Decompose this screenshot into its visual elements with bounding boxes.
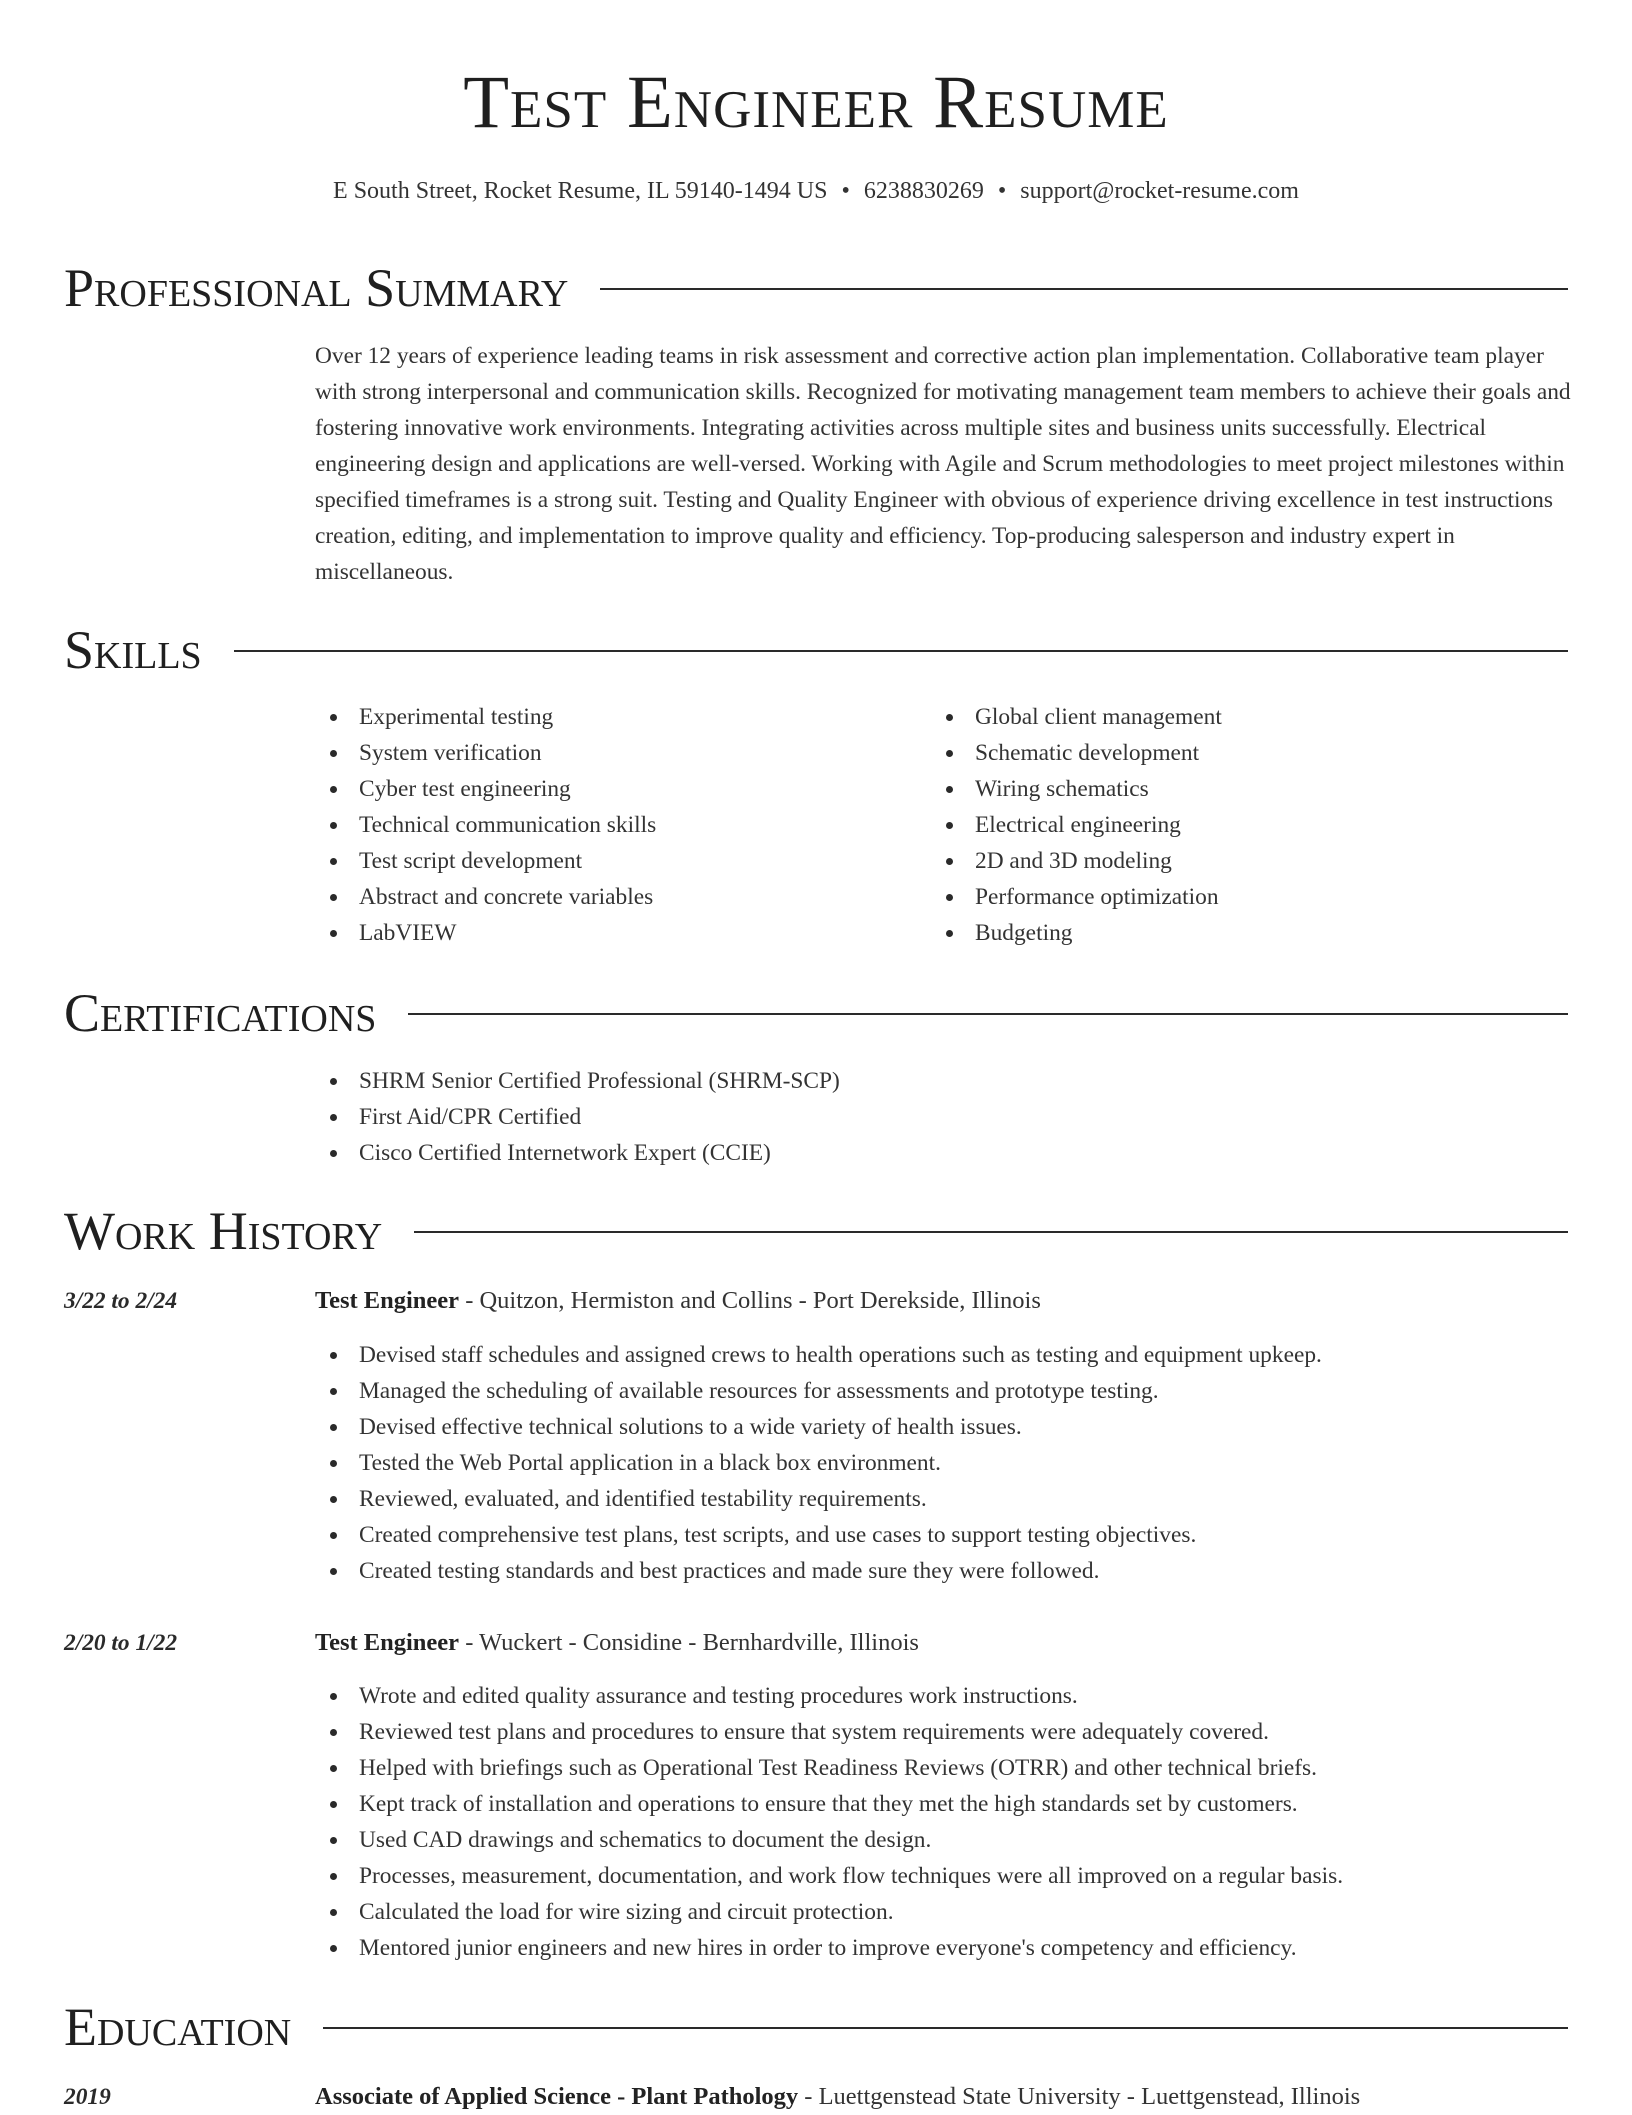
job-bullet: Kept track of installation and operations to ensure that they met the high standards set by customers.: [315, 1786, 1343, 1822]
job-bullet: Managed the scheduling of available resources for assessments and prototype testing.: [315, 1373, 1322, 1409]
job-bullet: Used CAD drawings and schematics to document the design.: [315, 1822, 1343, 1858]
resume-title: Test Engineer Resume: [463, 61, 1169, 144]
job-dates: 2/20 to 1/22: [64, 1630, 178, 1656]
skill-item: Global client management: [931, 699, 1222, 735]
section-skills-header: [64, 615, 1568, 685]
job-bullet: Devised staff schedules and assigned crews to health operations such as testing and equipment upkeep.: [315, 1337, 1322, 1373]
section-divider: [414, 1231, 1568, 1233]
section-title: Skills: [64, 620, 202, 680]
section-divider: [600, 288, 1568, 290]
job-bullet: Created comprehensive test plans, test scripts, and use cases to support testing objectives.: [315, 1517, 1322, 1553]
section-certifications-header: [64, 978, 1568, 1048]
job-heading: [315, 1283, 1041, 1319]
section-education-header: [64, 1992, 1568, 2062]
certification-item: First Aid/CPR Certified: [315, 1099, 840, 1135]
job-bullet: Devised effective technical solutions to a wide variety of health issues.: [315, 1409, 1322, 1445]
skill-item: Technical communication skills: [315, 807, 656, 843]
job-bullet: Tested the Web Portal application in a black box environment.: [315, 1445, 1322, 1481]
skill-item: Wiring schematics: [931, 771, 1222, 807]
job-bullets: [315, 1678, 1343, 1966]
job-dates: 3/22 to 2/24: [64, 1288, 178, 1314]
skill-item: Abstract and concrete variables: [315, 879, 656, 915]
skill-item: Experimental testing: [315, 699, 656, 735]
skill-item: Budgeting: [931, 915, 1222, 951]
education-degree: Associate of Applied Science - Plant Pathology: [315, 2083, 799, 2110]
section-divider: [323, 2027, 1568, 2029]
job-company: - Quitzon, Hermiston and Collins - Port Derekside, Illinois: [459, 1287, 1041, 1314]
job-bullet: Calculated the load for wire sizing and circuit protection.: [315, 1894, 1343, 1930]
section-divider: [234, 650, 1568, 652]
job-bullets: [315, 1337, 1322, 1589]
job-heading: [315, 1625, 919, 1661]
skill-item: LabVIEW: [315, 915, 656, 951]
skill-item: Cyber test engineering: [315, 771, 656, 807]
skill-item: Schematic development: [931, 735, 1222, 771]
education-school: - Luettgenstead State University - Luettgenstead, Illinois: [798, 2083, 1361, 2110]
certification-item: Cisco Certified Internetwork Expert (CCIE): [315, 1135, 840, 1171]
job-bullet: Helped with briefings such as Operational Test Readiness Reviews (OTRR) and other technical briefs.: [315, 1750, 1343, 1786]
section-title: Education: [64, 1997, 292, 2057]
section-title: Professional Summary: [64, 258, 569, 318]
phone: 6238830269: [863, 178, 984, 204]
skill-item: System verification: [315, 735, 656, 771]
skills-list-left: [315, 699, 656, 951]
job-bullet: Reviewed, evaluated, and identified testability requirements.: [315, 1481, 1322, 1517]
job-company: - Wuckert - Considine - Bernhardville, Illinois: [459, 1629, 919, 1656]
job-bullet: Reviewed test plans and procedures to ensure that system requirements were adequately covered.: [315, 1714, 1343, 1750]
certifications-list: [315, 1063, 840, 1171]
address: E South Street, Rocket Resume, IL 59140-1494 US: [333, 178, 828, 204]
job-bullet: Wrote and edited quality assurance and testing procedures work instructions.: [315, 1678, 1343, 1714]
education-year: 2019: [64, 2084, 111, 2110]
education-heading: [315, 2079, 1360, 2115]
contact-line: [0, 176, 1632, 206]
email-link[interactable]: support@rocket-resume.com: [1020, 178, 1299, 204]
job-title: Test Engineer: [315, 1287, 460, 1314]
separator: •: [841, 178, 850, 204]
skills-list-right: [931, 699, 1222, 951]
section-work-header: [64, 1196, 1568, 1266]
section-title: Work History: [64, 1201, 383, 1261]
job-bullet: Mentored junior engineers and new hires in order to improve everyone's competency and efficiency.: [315, 1930, 1343, 1966]
section-title: Certifications: [64, 983, 377, 1043]
job-bullet: Processes, measurement, documentation, and work flow techniques were all improved on a regular basis.: [315, 1858, 1343, 1894]
summary-text: Over 12 years of experience leading teams in risk assessment and corrective action plan implementation. Collaborative team player with strong interpersonal and communication skills. Recognized for motivating management team members to achieve their goals and fostering innovative work environments. Integrating activities across multiple sites and business units successfully. Electrical engineering design and applications are well-versed. Working with Agile and Scrum methodologies to meet project milestones within specified timeframes is a strong suit. Testing and Quality Engineer with obvious of experience driving excellence in test instructions creation, editing, and implementation to improve quality and efficiency. Top-producing salesperson and industry expert in miscellaneous.: [315, 343, 1571, 585]
skill-item: Electrical engineering: [931, 807, 1222, 843]
section-divider: [408, 1013, 1568, 1015]
job-title: Test Engineer: [315, 1629, 460, 1656]
skill-item: Test script development: [315, 843, 656, 879]
section-summary-header: [64, 253, 1568, 323]
certification-item: SHRM Senior Certified Professional (SHRM-SCP): [315, 1063, 840, 1099]
separator: •: [997, 178, 1007, 204]
skill-item: Performance optimization: [931, 879, 1222, 915]
job-bullet: Created testing standards and best practices and made sure they were followed.: [315, 1553, 1322, 1589]
skill-item: 2D and 3D modeling: [931, 843, 1222, 879]
